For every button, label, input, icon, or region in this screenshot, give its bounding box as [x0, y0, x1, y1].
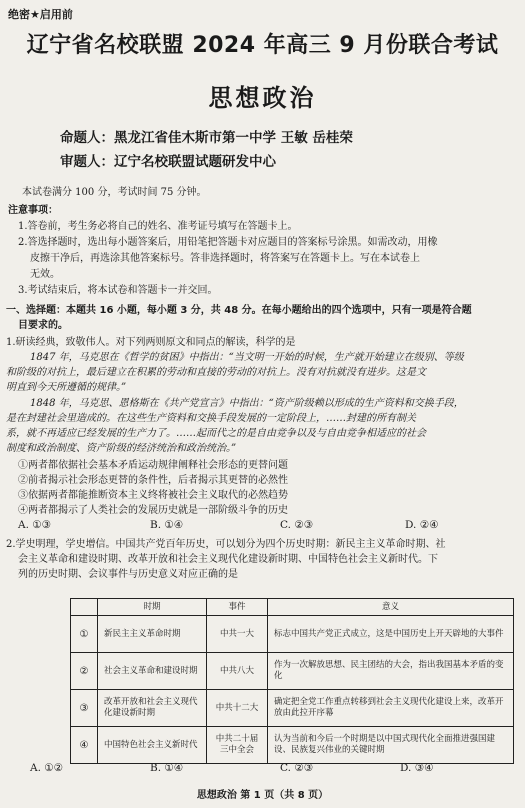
- page-footer: 思想政治 第 1 页（共 8 页）: [196, 790, 329, 801]
- answer-choice-a: A. ①②: [30, 762, 64, 774]
- event-cell: 中共二十届三中全会: [207, 727, 268, 764]
- reviewer-line: 审题人：辽宁名校联盟试题研发中心: [60, 154, 276, 170]
- meaning-cell: 作为一次解放思想、民主团结的大会，指出我国基本矛盾的变化: [268, 653, 514, 690]
- meaning-cell: 标志中国共产党正式成立，这是中国历史上开天辟地的大事件: [268, 616, 514, 653]
- question-1-option: ①两者都依据社会基本矛盾运动规律阐释社会形态的更替问题: [18, 460, 288, 471]
- subject-title: 思想政治: [208, 84, 317, 112]
- question-1-option: ②前者揭示社会形态更替的条件性，后者揭示其更替的必然性: [18, 475, 288, 486]
- answer-choice-d: D. ③④: [400, 762, 434, 774]
- answer-choice-d: D. ②④: [405, 519, 439, 531]
- meaning-cell: 认为当前和今后一个时期是以中国式现代化全面推进强国建设、民族复兴伟业的关键时期: [268, 727, 514, 764]
- exam-title: 辽宁省名校联盟 2024 年高三 9 月份联合考试: [26, 33, 499, 58]
- note-line: 3.考试结束后，将本试卷和答题卡一并交回。: [18, 285, 218, 296]
- table-header: [71, 599, 98, 616]
- answer-choice-b: B. ①④: [150, 519, 184, 531]
- note-line: 2.答选择题时，选出每小题答案后，用铅笔把答题卡对应题目的答案标号涂黑。如需改动，用橡: [18, 237, 438, 248]
- quote-line: 1847 年，马克思在《哲学的贫困》中指出：“当文明一开始的时候，生产就开始建立在级别、等级: [30, 352, 464, 363]
- answer-choice-b: B. ①④: [150, 762, 184, 774]
- question-2-stem-line: 会主义革命和建设时期、改革开放和社会主义现代化建设新时期、中国特色社会主义新时代。下: [18, 554, 438, 565]
- question-1-option: ③依据两者都能推断资本主义终将被社会主义取代的必然趋势: [18, 490, 288, 501]
- note-line: 无效。: [30, 269, 60, 280]
- answer-choice-c: C. ②③: [280, 762, 314, 774]
- table-row: [71, 653, 514, 690]
- event-cell: 中共八大: [207, 653, 268, 690]
- author-line: 命题人：黑龙江省佳木斯市第一中学 王敏 岳桂荣: [60, 130, 353, 146]
- question-2-stem: 2.学史明理，学史增信。中国共产党百年历史，可以划分为四个历史时期：新民主主义革命时期、社: [6, 539, 446, 550]
- question-1-stem: 1.研读经典，致敬伟人。对下列两则原文和同点的解读，科学的是: [6, 337, 296, 348]
- confidential-label: 绝密★启用前: [8, 8, 73, 21]
- section-heading-cont: 目要求的。: [18, 320, 68, 331]
- note-line: 1.答卷前，考生务必将自己的姓名、准考证号填写在答题卡上。: [18, 221, 298, 232]
- table-row: [71, 690, 514, 727]
- row-number: ④: [71, 727, 98, 764]
- quote-line: 和阶级的对抗上，最后建立在积累的劳动和直接的劳动的对抗上。没有对抗就没有进步。这是文: [6, 367, 426, 378]
- row-number: ②: [71, 653, 98, 690]
- history-table: [70, 598, 514, 764]
- meaning-cell: 确定把全党工作重点转移到社会主义现代化建设上来，改革开放由此拉开序幕: [268, 690, 514, 727]
- section-heading: 一、选择题：本题共 16 小题，每小题 3 分，共 48 分。在每小题给出的四个选项中，只有一项是符合题: [6, 305, 472, 316]
- period-cell: 中国特色社会主义新时代: [98, 727, 207, 764]
- table-header-row: [71, 599, 514, 616]
- table-header-meaning: 意义: [268, 599, 514, 616]
- table-row: [71, 727, 514, 764]
- event-cell: 中共一大: [207, 616, 268, 653]
- table-header-period: 时期: [98, 599, 207, 616]
- table-header-event: 事件: [207, 599, 268, 616]
- quote-line: 系，就不再适应已经发展的生产力了。……起而代之的是自由竞争以及与自由竞争相适应的社会: [6, 428, 426, 439]
- notes-heading: 注意事项：: [8, 205, 58, 216]
- question-1-option: ④两者都揭示了人类社会的发展历史就是一部阶级斗争的历史: [18, 505, 288, 516]
- row-number: ③: [71, 690, 98, 727]
- quote-line: 制度和政治制度、资产阶级的经济统治和政治统治。”: [6, 443, 237, 454]
- period-cell: 新民主主义革命时期: [98, 616, 207, 653]
- answer-choice-c: C. ②③: [280, 519, 314, 531]
- quote-line: 是在封建社会里造成的。在这些生产资料和交换手段发展的一定阶段上，……封建的所有制关: [6, 413, 416, 424]
- exam-info: 本试卷满分 100 分，考试时间 75 分钟。: [22, 187, 207, 198]
- note-line: 皮擦干净后，再选涂其他答案标号。答非选择题时，将答案写在答题卡上。写在本试卷上: [30, 253, 420, 264]
- answer-choice-a: A. ①③: [18, 519, 52, 531]
- question-2-stem-line: 列的历史时期、会议事件与历史意义对应正确的是: [18, 569, 238, 580]
- quote-line: 1848 年，马克思、恩格斯在《共产党宣言》中指出：“资产阶级赖以形成的生产资料和交换手段，: [30, 398, 464, 409]
- period-cell: 改革开放和社会主义现代化建设新时期: [98, 690, 207, 727]
- period-cell: 社会主义革命和建设时期: [98, 653, 207, 690]
- row-number: ①: [71, 616, 98, 653]
- quote-line: 明直到今天所遵循的规律。”: [6, 382, 127, 393]
- event-cell: 中共十二大: [207, 690, 268, 727]
- table-row: [71, 616, 514, 653]
